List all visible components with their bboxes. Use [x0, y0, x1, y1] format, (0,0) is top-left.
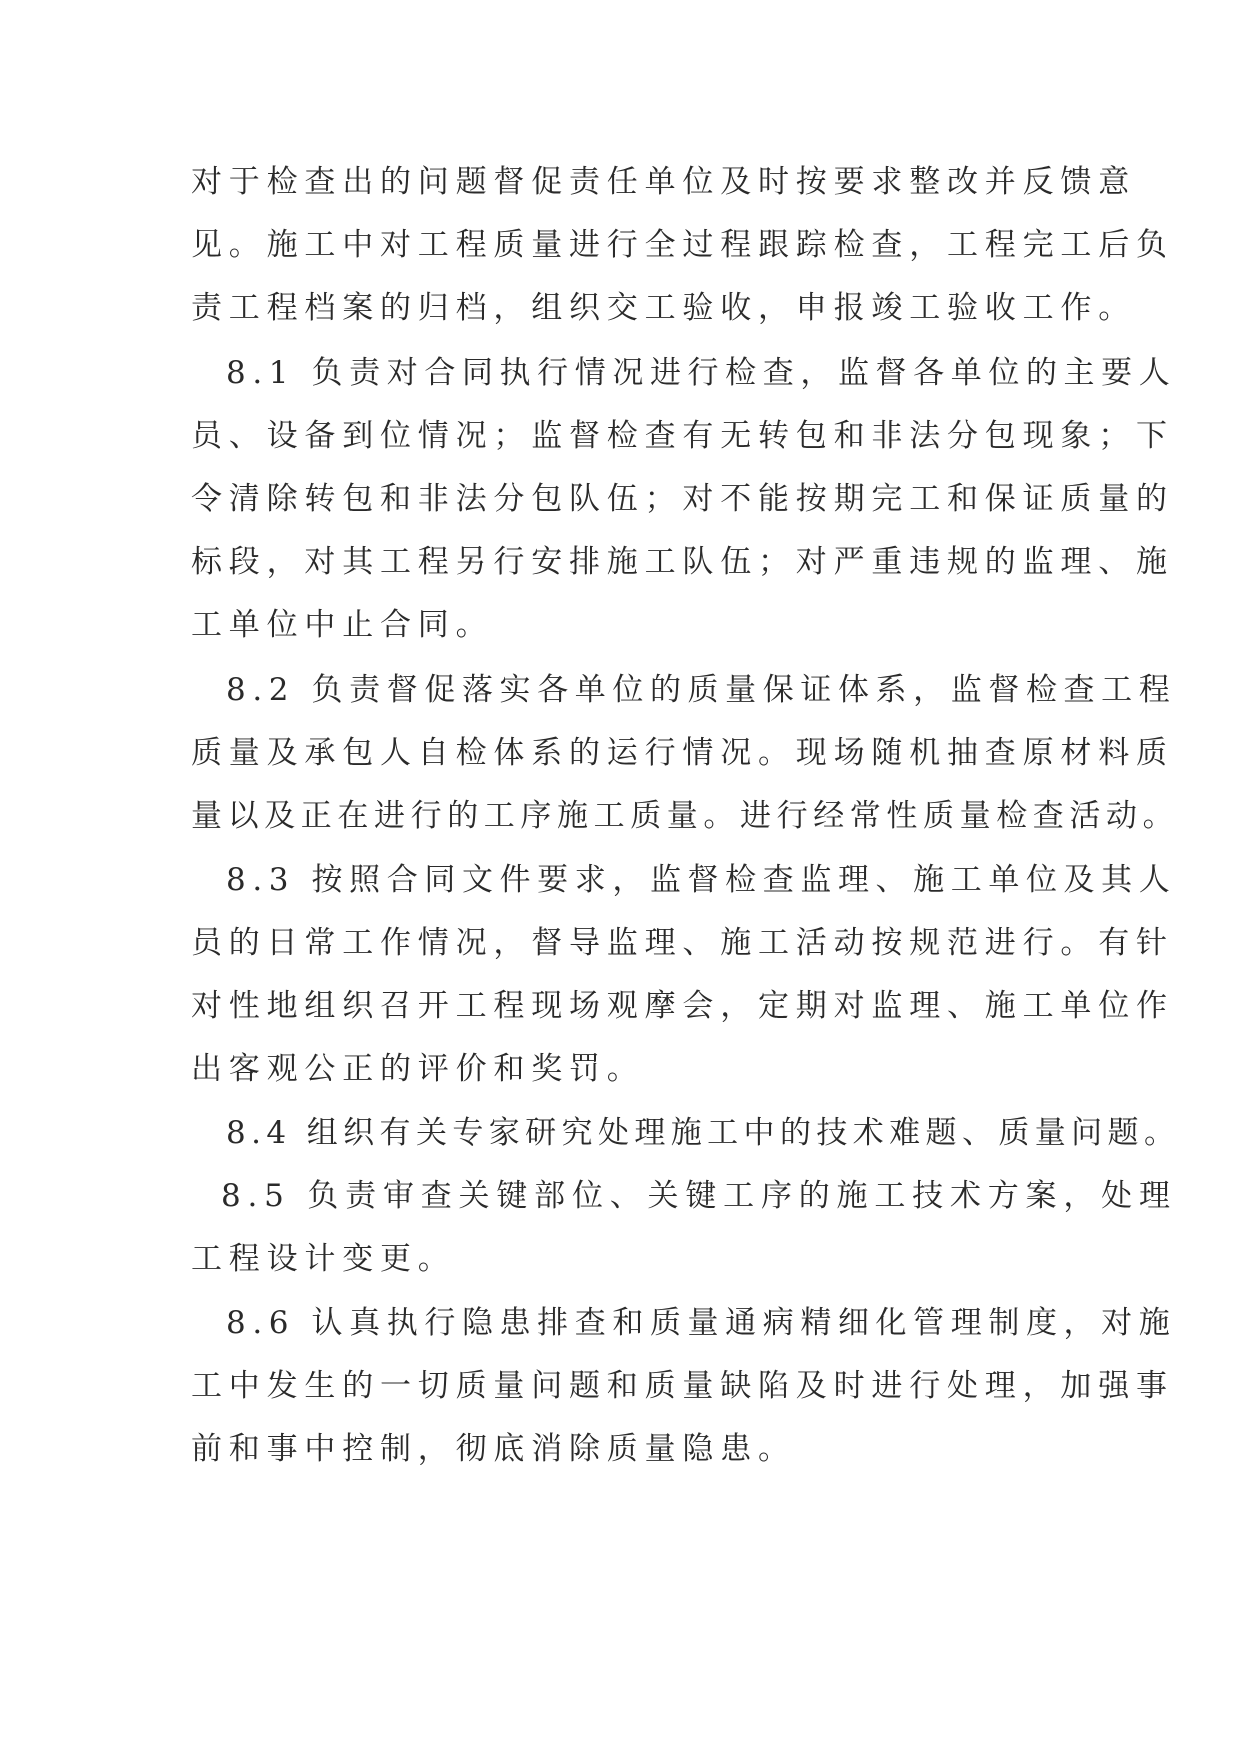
- text-line: 见。施工中对工程质量进行全过程跟踪检查，工程完工后负: [191, 227, 1174, 263]
- text-line: 出客观公正的评价和奖罚。: [191, 1051, 645, 1087]
- paragraph-8-6-start: 8.6 认真执行隐患排查和质量通病精细化管理制度，对施: [226, 1305, 1177, 1341]
- paragraph-8-2-start: 8.2 负责督促落实各单位的质量保证体系，监督检查工程: [226, 672, 1177, 708]
- paragraph-8-3-start: 8.3 按照合同文件要求，监督检查监理、施工单位及其人: [226, 862, 1177, 898]
- text-line: 对性地组织召开工程现场观摩会，定期对监理、施工单位作: [191, 988, 1174, 1024]
- text-line: 对于检查出的问题督促责任单位及时按要求整改并反馈意: [191, 164, 1136, 200]
- text-line: 工单位中止合同。: [191, 607, 494, 643]
- text-line: 员的日常工作情况，督导监理、施工活动按规范进行。有针: [191, 925, 1174, 961]
- paragraph-8-1-start: 8.1 负责对合同执行情况进行检查，监督各单位的主要人: [226, 355, 1177, 391]
- text-line: 标段，对其工程另行安排施工队伍；对严重违规的监理、施: [191, 544, 1174, 580]
- text-line: 责工程档案的归档，组织交工验收，申报竣工验收工作。: [191, 290, 1136, 326]
- text-line: 前和事中控制，彻底消除质量隐患。: [191, 1431, 796, 1467]
- text-line: 工程设计变更。: [191, 1241, 456, 1277]
- text-line: 员、设备到位情况；监督检查有无转包和非法分包现象；下: [191, 418, 1174, 454]
- paragraph-8-5-start: 8.5 负责审查关键部位、关键工序的施工技术方案，处理: [221, 1178, 1177, 1214]
- text-line: 工中发生的一切质量问题和质量缺陷及时进行处理，加强事: [191, 1368, 1174, 1404]
- text-line: 令清除转包和非法分包队伍；对不能按期完工和保证质量的: [191, 481, 1174, 517]
- text-line: 量以及正在进行的工序施工质量。进行经常性质量检查活动。: [191, 798, 1180, 834]
- paragraph-8-4: 8.4 组织有关专家研究处理施工中的技术难题、质量问题。: [226, 1115, 1181, 1151]
- text-line: 质量及承包人自检体系的运行情况。现场随机抽查原材料质: [191, 735, 1174, 771]
